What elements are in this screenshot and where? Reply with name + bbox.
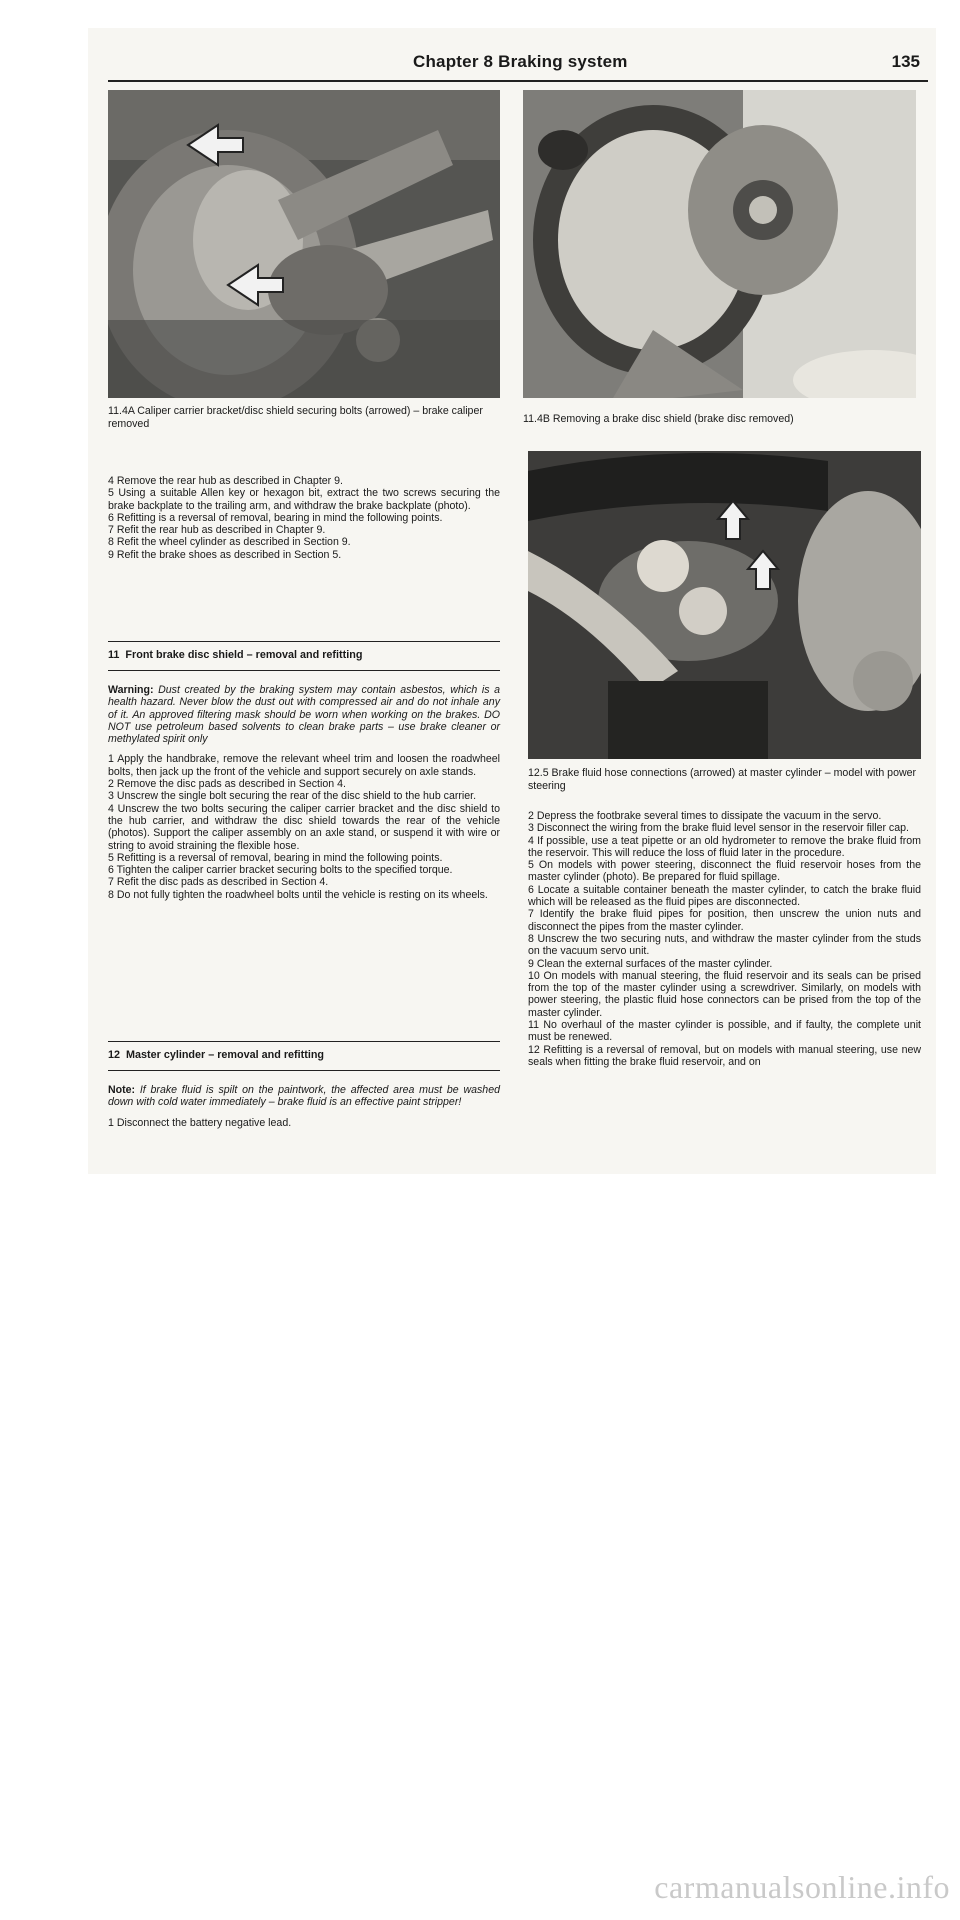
step-text: 2 Remove the disc pads as described in Section 4.	[108, 778, 346, 791]
step-text: 4 Unscrew the two bolts securing the caliper carrier bracket and the disc shield to the hub carrier, and withdraw the disc shield towards the rear of the vehicle (photos). Support the caliper assembly on an axle stand, or suspend it with wire or string to avoid straining the flexible hose.	[108, 802, 500, 852]
step-text: 10 On models with manual steering, the fluid reservoir and its seals can be prised from the top of the master cylinder using a screwdriver. Similarly, on models with power steering, the plastic fluid hose connectors can be prised from the top of the master cylinder.	[528, 969, 921, 1019]
page-header	[108, 50, 928, 82]
note-paragraph	[108, 1084, 500, 1109]
step-text: 7 Refit the rear hub as described in Chapter 9.	[108, 524, 326, 537]
section-number: 11	[108, 649, 120, 661]
step-text: 4 Remove the rear hub as described in Chapter 9.	[108, 475, 343, 487]
section-rule	[108, 1041, 500, 1042]
step-text: 5 On models with power steering, disconnect the fluid reservoir hoses from the master cylinder (photo). Be prepared for fluid spillage.	[528, 859, 921, 884]
figure-caption: 11.4B Removing a brake disc shield (brake disc removed)	[523, 413, 794, 425]
right-column-steps	[528, 810, 921, 1068]
section-heading	[108, 1049, 500, 1061]
section-12-body	[108, 1084, 500, 1129]
step-text: 6 Locate a suitable container beneath the master cylinder, to catch the brake fluid which will be released as the fluid pipes are disconnected.	[528, 883, 921, 909]
step-text: 2 Depress the footbrake several times to dissipate the vacuum in the servo.	[528, 810, 882, 822]
step-text: 1 Disconnect the battery negative lead.	[108, 1116, 292, 1129]
watermark: carmanualsonline.info	[654, 1869, 950, 1905]
section-rule	[108, 1070, 500, 1071]
photo-12-5	[528, 451, 921, 759]
step-text: 3 Disconnect the wiring from the brake fluid level sensor in the reservoir filler cap.	[528, 822, 909, 835]
step-text: 11 No overhaul of the master cylinder is possible, and if faulty, the complete unit must be renewed.	[528, 1019, 921, 1044]
warning-text: Dust created by the braking system may contain asbestos, which is a health hazard. Never blow the dust out with compressed air and do not inhale any of it. An approved filtering mask should be worn when working on the brakes. DO NOT use petroleum based solvents to clean brake parts – use brake cleaner or methylated spirit only	[108, 684, 500, 746]
figure-caption: 11.4A Caliper carrier bracket/disc shield securing bolts (arrowed) – brake caliper removed	[108, 405, 483, 430]
page-number: 135	[891, 52, 920, 71]
section-11-body	[108, 684, 500, 901]
step-text: 6 Refitting is a reversal of removal, bearing in mind the following points.	[108, 511, 443, 524]
step-text: 12 Refitting is a reversal of removal, but on models with manual steering, use new seals when fitting the brake fluid reservoir, and on	[528, 1043, 921, 1068]
photo-11-4a	[108, 90, 500, 398]
chapter-title: Chapter 8 Braking system	[413, 52, 628, 71]
warning-label: Warning:	[108, 684, 154, 696]
step-text: 5 Using a suitable Allen key or hexagon bit, extract the two screws securing the brake backplate to the trailing arm, and withdraw the brake backplate (photo).	[108, 487, 500, 512]
step-text: 9 Clean the external surfaces of the master cylinder.	[528, 957, 773, 970]
step-text: 1 Apply the handbrake, remove the relevant wheel trim and loosen the roadwheel bolts, then jack up the front of the vehicle and support securely on axle stands.	[108, 753, 500, 778]
step-text: 6 Tighten the caliper carrier bracket securing bolts to the specified torque.	[108, 864, 453, 877]
step-text: 8 Refit the wheel cylinder as described in Section 9.	[108, 536, 351, 549]
step-text: 7 Refit the disc pads as described in Section 4.	[108, 876, 329, 889]
section-title: Front brake disc shield – removal and refitting	[125, 649, 363, 661]
step-text: 4 If possible, use a teat pipette or an old hydrometer to remove the brake fluid from the reservoir. This will reduce the loss of fluid later in the procedure.	[528, 834, 921, 859]
left-column-steps	[108, 475, 500, 561]
note-label: Note:	[108, 1084, 136, 1096]
section-title: Master cylinder – removal and refitting	[126, 1049, 325, 1061]
note-text: If brake fluid is spilt on the paintwork, the affected area must be washed down with cold water immediately – brake fluid is an effective paint stripper!	[108, 1084, 500, 1109]
photo-11-4b	[523, 90, 916, 398]
section-number: 12	[108, 1049, 121, 1061]
section-rule	[108, 641, 500, 642]
step-text: 8 Do not fully tighten the roadwheel bolts until the vehicle is resting on its wheels.	[108, 888, 488, 901]
step-text: 3 Unscrew the single bolt securing the rear of the disc shield to the hub carrier.	[108, 790, 477, 803]
section-rule	[108, 670, 500, 671]
section-heading	[108, 649, 500, 661]
warning-paragraph	[108, 684, 500, 745]
step-text: 5 Refitting is a reversal of removal, bearing in mind the following points.	[108, 851, 443, 864]
step-text: 8 Unscrew the two securing nuts, and withdraw the master cylinder from the studs on the vacuum servo unit.	[528, 932, 921, 958]
step-text: 9 Refit the brake shoes as described in Section 5.	[108, 548, 342, 561]
figure-caption: 12.5 Brake fluid hose connections (arrowed) at master cylinder – model with power steering	[528, 767, 917, 792]
step-text: 7 Identify the brake fluid pipes for position, then unscrew the union nuts and disconnect the pipes from the master cylinder.	[528, 908, 921, 933]
